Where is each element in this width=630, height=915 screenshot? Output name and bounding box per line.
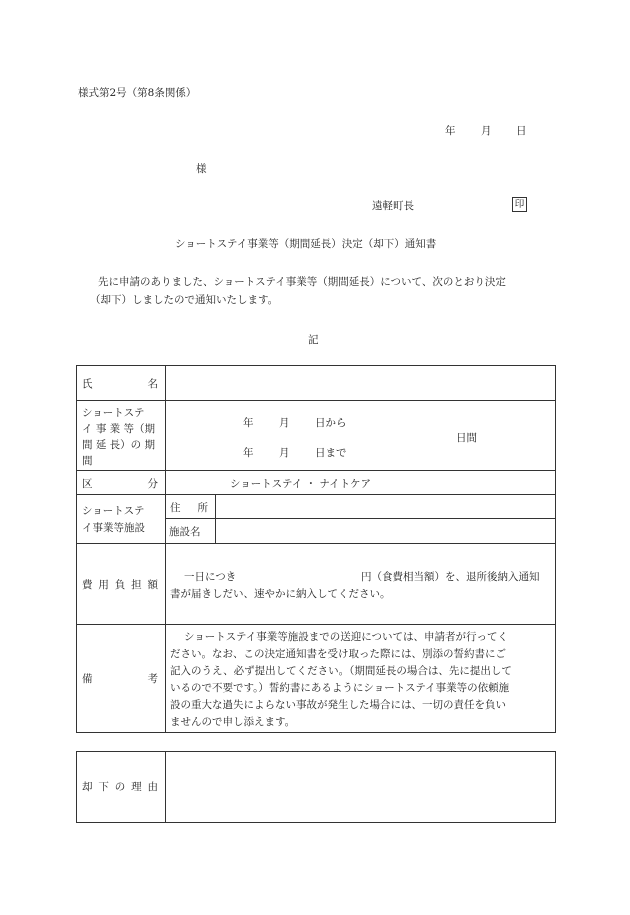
period-from-month: 月 [279,417,290,429]
name-label: 氏 名 [82,378,158,390]
addressee-suffix: 様 [196,163,207,175]
period-to-day: 日まで [315,447,347,459]
rejection-reason-label: 却 下 の 理 由 [82,781,158,793]
cost-per-day: 一日につき [184,571,237,583]
intro-line-1: 先に申請のありました、ショートステイ事業等（期間延長）について、次のとおり決定 [98,276,506,288]
intro-line-2: （却下）しましたので通知いたします。 [90,294,279,306]
period-label: ショートステ イ 事 業 等（期 間 延 長）の 期 間 [82,407,156,467]
remarks-text: ショートステイ事業等施設までの送迎については、申請者が行ってく ださい。なお、この決定通知書を受け取った際には、別添の誓約書にご 記入のうえ、必ず提出してください。（期間延長の場合は、先に提出して いるので不要です。）誓約書にあるようにショートステイ事業等の依頼施 設の重大な過失によらない事故が発生した場合には、一切の責任を負い ませんので申し添えます。 [170,631,512,728]
date-month: 月 [481,125,492,137]
period-days: 日間 [456,432,477,444]
ki-marker: 記 [308,334,319,346]
document-title: ショートステイ事業等（期間延長）決定（却下）通知書 [175,238,437,250]
form-number: 様式第2号（第8条関係） [78,87,197,99]
period-to-year: 年 [243,447,254,459]
category-value: ショートステイ ・ ナイトケア [230,478,371,490]
cost-label: 費 用 負 担 額 [82,579,158,591]
facility-name-label: 施設名 [169,526,201,538]
period-to-month: 月 [279,447,290,459]
date-day: 日 [516,125,527,137]
category-label: 区 分 [82,478,158,490]
seal-stamp: 印 [512,197,527,212]
cost-line-2: 書が届きしだい、速やかに納入してください。 [170,588,391,600]
period-from-day: 日から [315,417,347,429]
remarks-label: 備 考 [82,673,158,685]
period-from-year: 年 [243,417,254,429]
cost-yen-text: 円（食費相当額）を、退所後納入通知 [361,571,540,583]
address-label: 住 所 [170,502,208,514]
facility-label: ショートステ イ事業等施設 [82,505,145,534]
date-year: 年 [445,125,456,137]
issuer: 遠軽町長 [372,200,414,212]
